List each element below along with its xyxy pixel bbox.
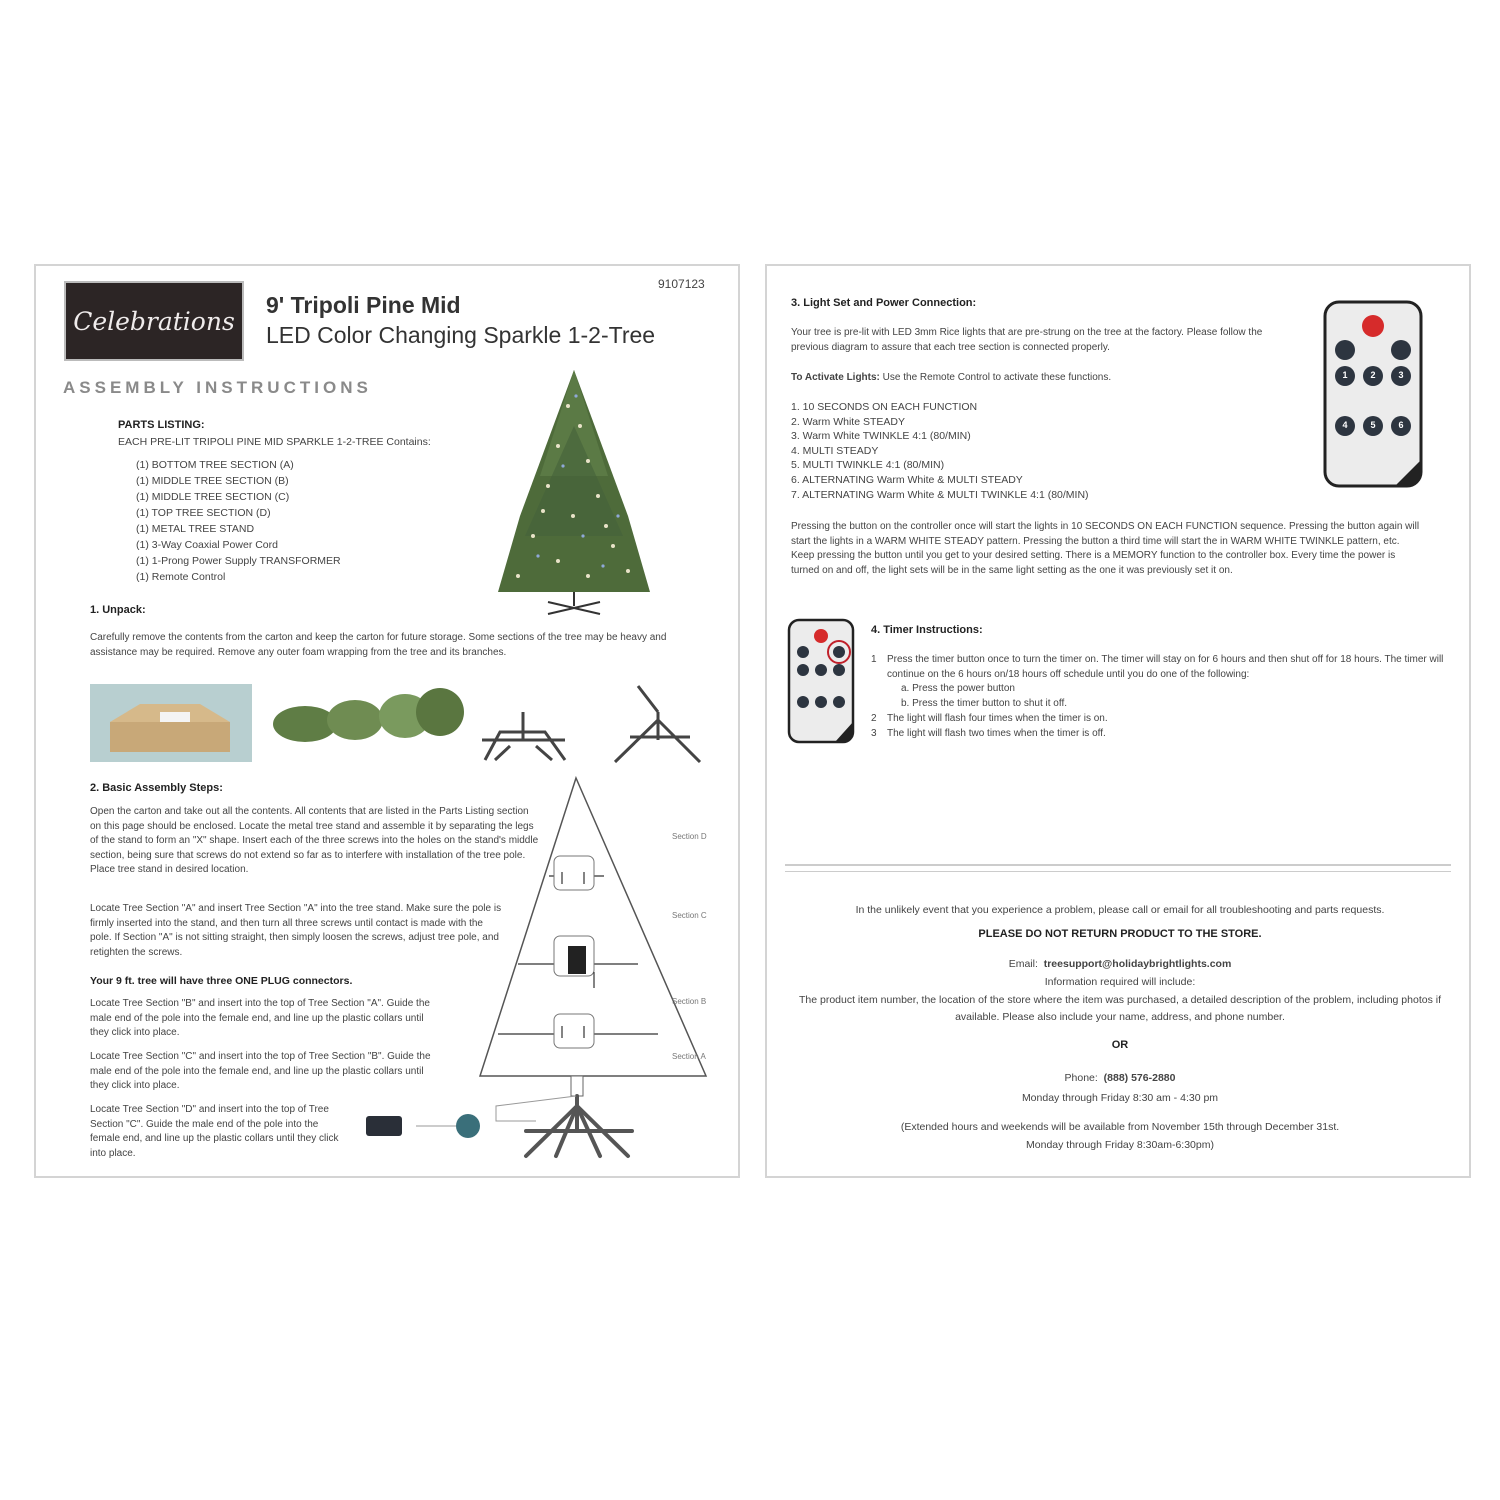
remote-button-2: 2 [1370, 370, 1376, 380]
timer-step-1b: b. Press the timer button to shut it off. [901, 698, 1068, 709]
basic-p4: Locate Tree Section "C" and insert into the top of Tree Section "B". Guide the male end of the pole into the female end, and line up the plastic collars until they click into place. [90, 1051, 431, 1091]
light-heading: 3. Light Set and Power Connection: [791, 297, 977, 309]
timer-num-3: 3 [871, 728, 877, 739]
remote-control-small [787, 618, 857, 746]
timer-num-1: 1 [871, 654, 877, 665]
branches-photo [273, 688, 464, 742]
remote-button-6: 6 [1398, 420, 1404, 430]
basic-p1: Open the carton and take out all the contents. All contents that are listed in the Parts Listing section on this page should be enclosed. Locate the metal tree stand and assemble it by separating the legs of the stand to form an "X" shape. Insert each of the three screws into the holes on the stand's middle section, being sure that screws do not extend so far as to interfere with installation of the tree pole. Place tree stand in desired location. [90, 806, 539, 875]
section-label: Section A [672, 1052, 706, 1061]
stand-drawing-2 [615, 686, 700, 762]
extended-hours-2: Monday through Friday 8:30am-6:30pm) [1026, 1139, 1214, 1151]
phone-number[interactable]: (888) 576-2880 [1103, 1072, 1176, 1084]
info-required: Information required will include: [1044, 976, 1196, 988]
basic-heading: 2. Basic Assembly Steps: [90, 782, 223, 794]
product-sku: 9107123 [658, 277, 705, 291]
coaxial-connector-icon [456, 1114, 480, 1138]
remote-button-3: 3 [1398, 370, 1404, 380]
product-title [266, 292, 461, 319]
basic-p5: Locate Tree Section "D" and insert into the top of Tree Section "C". Guide the male end of the pole into the female end, and line up the plastic collars until they click into place. [90, 1104, 339, 1159]
unpack-images [90, 682, 710, 772]
list-item: (1) BOTTOM TREE SECTION (A) [136, 459, 294, 471]
section-label: Section B [672, 997, 707, 1006]
parts-heading: PARTS LISTING: [118, 419, 205, 431]
product-title-bold: 9' Tripoli Pine Mid [266, 292, 461, 318]
remote-button-4: 4 [1342, 420, 1348, 430]
unpack-heading: 1. Unpack: [90, 604, 146, 616]
remote-control-large [1323, 300, 1423, 488]
list-item: 4. MULTI STEADY [791, 444, 879, 457]
basic-p2: Locate Tree Section "A" and insert Tree Section "A" into the tree stand. Make sure the pole is firmly inserted into the stand, and then turn all three screws until contact is made with the pole. If Section "A" is not sitting straight, then simply loosen the screws, adjust tree pole, and retighten the screws. [90, 903, 502, 958]
timer-step-2: The light will flash four times when the timer is on. [887, 713, 1108, 724]
list-item: 3. Warm White TWINKLE 4:1 (80/MIN) [791, 430, 971, 443]
list-item: 6. ALTERNATING Warm White & MULTI STEADY [791, 473, 1023, 486]
light-text: Your tree is pre-lit with LED 3mm Rice lights that are pre-strung on the tree at the factory. Please follow the previous diagram to assure that each tree section is connected properly. [791, 327, 1263, 353]
activate-line [791, 371, 1251, 386]
tree-photo [488, 366, 660, 620]
parts-intro: EACH PRE-LIT TRIPOLI PINE MID SPARKLE 1-2-TREE Contains: [118, 436, 431, 448]
timer-step-3: The light will flash two times when the timer is off. [887, 728, 1106, 739]
activate-bold: To Activate Lights: [791, 372, 880, 383]
function-list [791, 400, 1089, 502]
assembly-diagram [356, 776, 716, 1166]
stand-drawing-1 [482, 712, 565, 760]
extended-hours-1: (Extended hours and weekends will be available from November 15th through December 31st. [900, 1121, 1340, 1133]
list-item: (1) METAL TREE STAND [136, 523, 255, 535]
list-item: (1) TOP TREE SECTION (D) [136, 507, 271, 519]
remote-button-1: 1 [1342, 370, 1348, 380]
list-item: (1) Remote Control [136, 571, 226, 583]
basic-p3: Locate Tree Section "B" and insert into the top of Tree Section "A". Guide the male end of the pole into the female end, and line up the plastic collars until they click into place. [90, 998, 430, 1038]
parts-list [136, 457, 341, 585]
transformer-icon [366, 1116, 402, 1136]
timer-heading: 4. Timer Instructions: [871, 624, 983, 636]
support-intro: In the unlikely event that you experience a problem, please call or email for all troubleshooting and parts requests. [855, 904, 1385, 916]
pressing-text: Pressing the button on the controller once will start the lights in 10 SECONDS ON EACH FUNCTION sequence. Pressing the button again will start the lights in a WARM WHITE STEADY pattern. Pressing the button a third time will start the in WARM WHITE TWINKLE pattern, etc. Keep pressing the button until you get to your desired setting. There is a MEMORY function to the controller box. Every time the power is turned on and off, the light sets will be in the same light setting as the one it was previously set it on. [791, 521, 1420, 576]
section-label: Section C [672, 911, 707, 920]
unpack-text: Carefully remove the contents from the carton and keep the carton for future storage. Some sections of the tree may be heavy and assistance may be required. Remove any outer foam wrapping from the tree and its branches. [90, 632, 667, 658]
timer-step-1a: a. Press the power button [901, 683, 1015, 694]
email-line [767, 957, 1471, 972]
hours: Monday through Friday 8:30 am - 4:30 pm [1021, 1092, 1219, 1104]
timer-num-2: 2 [871, 713, 877, 724]
info-details: The product item number, the location of the store where the item was purchased, a detailed description of the problem, including photos if available. Please also include your name, address, and phone number. [798, 994, 1442, 1023]
phone-line [767, 1071, 1471, 1086]
email-link[interactable]: treesupport@holidaybrightlights.com [1043, 958, 1232, 970]
activate-text: Use the Remote Control to activate these functions. [879, 372, 1112, 383]
basic-bold: Your 9 ft. tree will have three ONE PLUG connectors. [90, 975, 353, 987]
list-item: (1) 3-Way Coaxial Power Cord [136, 539, 278, 551]
email-label: Email: [1008, 958, 1038, 970]
right-page [765, 264, 1471, 1178]
celebrations-logo: Celebrations [64, 281, 244, 361]
section-label: Section D [672, 832, 707, 841]
timer-step-1: Press the timer button once to turn the timer on. The timer will stay on for 6 hours and then shut off for 18 hours. The timer will continue on the 6 hours on/18 hours off schedule until you do one of the following: [887, 654, 1444, 680]
product-subtitle: LED Color Changing Sparkle 1-2-Tree [266, 322, 656, 348]
list-item: 5. MULTI TWINKLE 4:1 (80/MIN) [791, 459, 945, 472]
or-separator: OR [1111, 1039, 1129, 1051]
no-return-notice: PLEASE DO NOT RETURN PRODUCT TO THE STORE. [978, 928, 1262, 940]
assembly-heading: ASSEMBLY INSTRUCTIONS [63, 378, 372, 397]
list-item: (1) MIDDLE TREE SECTION (C) [136, 491, 290, 503]
divider [785, 864, 1451, 872]
left-page [34, 264, 740, 1178]
remote-button-5: 5 [1370, 420, 1376, 430]
list-item: 2. Warm White STEADY [791, 415, 905, 428]
phone-label: Phone: [1064, 1072, 1098, 1084]
list-item: 7. ALTERNATING Warm White & MULTI TWINKLE 4:1 (80/MIN) [791, 488, 1089, 501]
list-item: 1. 10 SECONDS ON EACH FUNCTION [791, 401, 978, 413]
list-item: (1) MIDDLE TREE SECTION (B) [136, 475, 289, 487]
list-item: (1) 1-Prong Power Supply TRANSFORMER [136, 555, 341, 567]
